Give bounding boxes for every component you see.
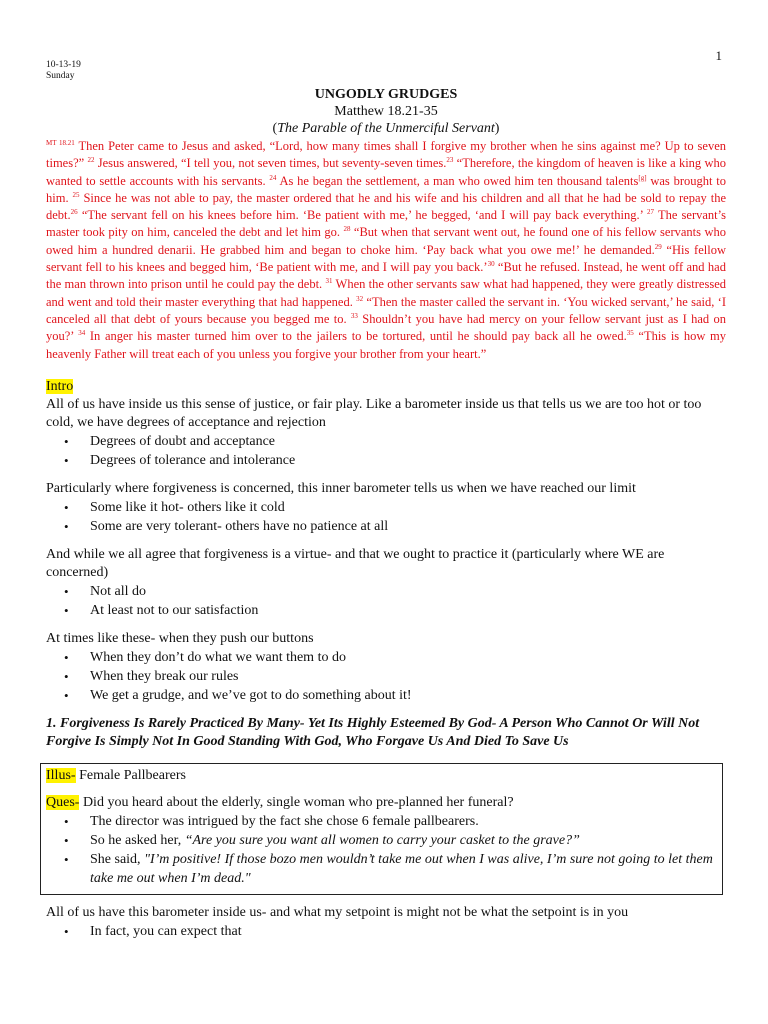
verse-text: “Then the master called the servant in. ‘You wicked servant,’ he said, ‘I canceled all that debt of yours because you begged me to. — [46, 294, 726, 326]
list-item: • Degrees of doubt and acceptance — [90, 432, 726, 451]
illus-b3-prefix: She said, — [90, 851, 145, 867]
subtitle-open-paren: ( — [272, 121, 278, 136]
point-1-heading: 1. Forgiveness Is Rarely Practiced By Many- Yet Its Highly Esteemed By God- A Person Who Cannot Or Will Not Forgive Is Simply Not In Good Standing With God, Who Forgave Us And Died To Save Us — [46, 715, 700, 749]
verse-number: 24 — [269, 173, 277, 182]
list-item: • In fact, you can expect that — [90, 922, 726, 941]
intro-bullets-1 — [46, 432, 726, 470]
subtitle-close-paren: ) — [494, 121, 500, 136]
verse-number: 35 — [626, 329, 634, 338]
verse-number: 29 — [654, 242, 662, 251]
list-item: • Some like it hot- others like it cold — [90, 498, 726, 517]
list-item: • Degrees of tolerance and intolerance — [90, 451, 726, 470]
verse-text: “But when that servant went out, he found one of his fellow servants who owed him a hundred denarii. He grabbed him and began to choke him. ‘Pay back what you owe me!’ he demanded. — [46, 225, 726, 257]
list-item: • When they don’t do what we want them to do — [90, 648, 726, 667]
verse-text: “This is how my heavenly Father will treat each of you unless you forgive your brother from your heart.” — [46, 329, 726, 361]
list-item: • Some are very tolerant- others have no patience at all — [90, 517, 726, 536]
intro-text-2: Particularly where forgiveness is concerned, this inner barometer tells us when we have reached our limit — [46, 480, 636, 496]
ques-text: Did you heard about the elderly, single woman who pre-planned her funeral? — [79, 794, 514, 810]
list-item: • Not all do — [90, 582, 726, 601]
intro-bullets-4 — [46, 648, 726, 705]
verse-number: 22 — [87, 156, 95, 165]
date-block — [46, 60, 81, 82]
list-item — [90, 850, 717, 888]
verse-number: 27 — [647, 208, 655, 217]
list-item — [90, 831, 717, 850]
intro-text-3: And while we all agree that forgiveness is a virtue- and that we ought to practice it (particularly where WE are concerned) — [46, 546, 665, 580]
sermon-content — [46, 86, 726, 941]
verse-number: 23 — [446, 156, 454, 165]
illus-title: Female Pallbearers — [75, 767, 186, 783]
illus-b2-quote: “Are you sure you want all women to carry your casket to the grave?” — [184, 832, 580, 848]
intro-text-4: At times like these- when they push our buttons — [46, 630, 314, 646]
scripture-passage — [46, 138, 726, 363]
intro-paragraph-1 — [46, 378, 726, 396]
page-number: 1 — [715, 48, 722, 63]
subtitle-text: The Parable of the Unmerciful Servant — [277, 121, 495, 136]
verse-text: “Therefore, the kingdom of heaven is like a king who wanted to settle accounts with his servants. — [46, 156, 726, 188]
verse-number: 32 — [356, 294, 364, 303]
scripture-reference: Matthew 18.21-35 — [334, 104, 438, 119]
ques-line — [46, 794, 717, 812]
verse-number: MT 18.21 — [46, 138, 75, 147]
verse-number: 31 — [325, 277, 333, 286]
closing-bullets — [46, 922, 726, 941]
verse-text: Since he was not able to pay, the master ordered that he and his wife and his children and all that he had be sold to repay the debt. — [46, 190, 726, 223]
verse-number: 28 — [343, 225, 351, 234]
list-item: • When they break our rules — [90, 667, 726, 686]
intro-bullets-2 — [46, 498, 726, 536]
verse-number: 25 — [72, 190, 80, 199]
list-item: • We get a grudge, and we’ve got to do something about it! — [90, 686, 726, 705]
verse-text: Shouldn’t you have had mercy on your fellow servant just as I had on you?’ — [46, 311, 727, 344]
verse-number: [g] — [638, 173, 647, 182]
illustration-box — [40, 763, 723, 895]
illus-b3-quote: "I’m positive! If those bozo men wouldn’t take me out when I was alive, I’m sure not going to let them take me out when I’m dead." — [90, 851, 713, 886]
closing-text: All of us have this barometer inside us- and what my setpoint is might not be what the setpoint is in you — [46, 904, 629, 920]
illus-title-line — [46, 767, 717, 785]
list-item: • The director was intrigued by the fact she chose 6 female pallbearers. — [90, 812, 717, 831]
verse-text: In anger his master turned him over to the jailers to be tortured, until he should pay back all he owed. — [85, 329, 627, 344]
verse-number: 34 — [78, 329, 86, 338]
ques-label: Ques- — [46, 794, 80, 810]
verse-text: was brought to him. — [46, 173, 726, 205]
date: 10-13-19 — [46, 60, 81, 70]
verse-number: 26 — [70, 208, 78, 217]
verse-text: When the other servants saw what had happened, they were greatly distressed and went and told their master everything that had happened. — [46, 277, 727, 309]
illus-b2-prefix: So he asked her, — [90, 832, 185, 848]
illus-label: Illus- — [46, 767, 76, 783]
verse-number: 30 — [487, 259, 495, 268]
verse-text: The servant’s master took pity on him, canceled the debt and let him go. — [46, 208, 726, 240]
intro-text-1: All of us have inside us this sense of justice, or fair play. Like a barometer inside us that tells us we are too hot or too cold, we have degrees of acceptance and rejection — [46, 396, 702, 430]
illus-bullets — [46, 812, 717, 888]
verse-number: 33 — [350, 311, 358, 320]
verse-text: “The servant fell on his knees before him. ‘Be patient with me,’ he begged, ‘and I will pay back everything.’ — [77, 208, 648, 223]
verse-text: Then Peter came to Jesus and asked, “Lord, how many times shall I forgive my brother when he sins against me? Up to seven times?” — [46, 139, 726, 171]
verse-text: “His fellow servant fell to his knees and begged him, ‘Be patient with me, and I will pay you back.’ — [46, 242, 726, 275]
day: Sunday — [46, 71, 75, 81]
list-item: • At least not to our satisfaction — [90, 601, 726, 620]
verse-text: Jesus answered, “I tell you, not seven times, but seventy-seven times. — [94, 156, 447, 171]
verse-text: “But he refused. Instead, he went off and had the man thrown into prison until he could pay the debt. — [46, 260, 726, 292]
sermon-subtitle — [46, 120, 726, 137]
sermon-title: UNGODLY GRUDGES — [314, 87, 458, 102]
intro-label: Intro — [46, 378, 74, 394]
verse-text: As he began the settlement, a man who owed him ten thousand talents — [276, 173, 639, 188]
intro-bullets-3 — [46, 582, 726, 620]
